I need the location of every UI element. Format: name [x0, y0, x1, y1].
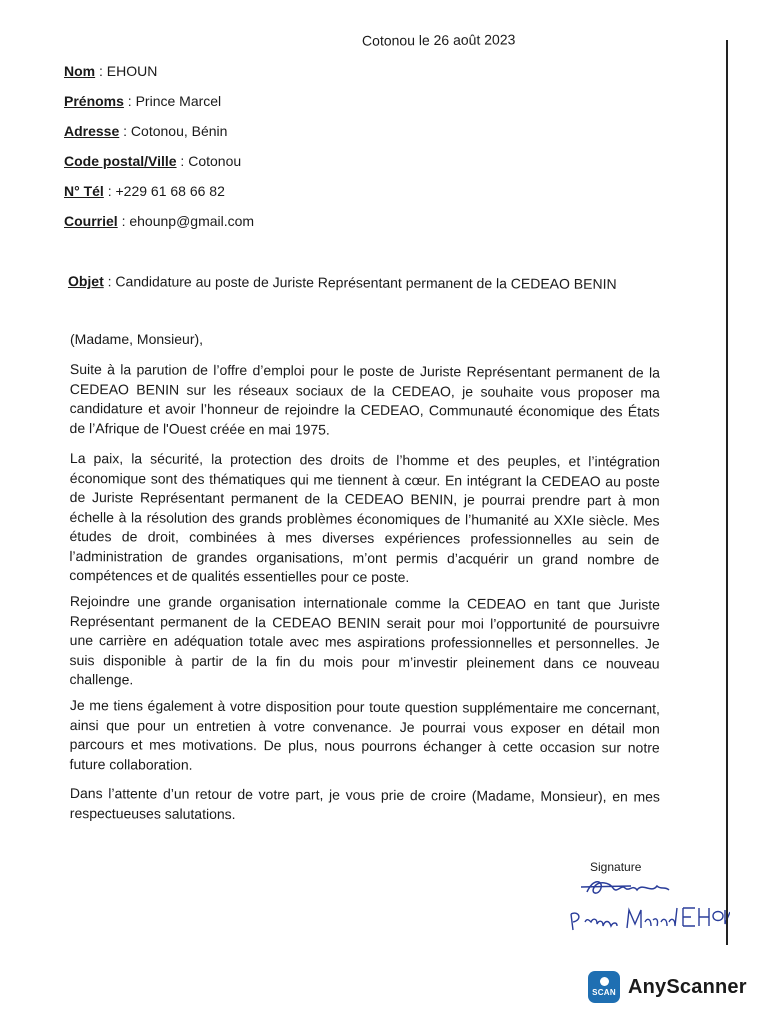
adresse-label: Adresse [64, 123, 120, 139]
sender-telephone [64, 183, 225, 199]
sender-prenoms [64, 93, 221, 109]
objet-value: : Candidature au poste de Juriste Représentant permanent de la CEDEAO BENIN [103, 273, 617, 292]
adresse-value: : Cotonou, Bénin [119, 123, 228, 139]
paragraph-1: Suite à la parution de l’offre d’emploi pour le poste de Juriste Représentant permanent de la CEDEAO BENIN sur les réseaux sociaux de la CEDEAO, je souhaite vous proposer ma candidature et avoir l’honneur de rejoindre la CEDEAO, Communauté économique des États de l’Afrique de l'Ouest créée en mai 1975. [69, 360, 660, 438]
salutation: (Madame, Monsieur), [70, 331, 204, 347]
sender-nom [64, 63, 157, 79]
objet-label: Objet [67, 273, 104, 290]
anyscanner-watermark [588, 971, 747, 1003]
scanner-app-icon [588, 971, 620, 1003]
prenoms-label: Prénoms [64, 93, 124, 109]
handwritten-signature [565, 872, 730, 934]
icon-scan-text: SCAN [592, 988, 616, 997]
sender-courriel [64, 213, 254, 229]
nom-label: Nom [64, 63, 96, 79]
courriel-label: Courriel [64, 213, 118, 229]
date-line: Cotonou le 26 août 2023 [361, 31, 516, 49]
sender-code-postal [64, 153, 241, 169]
tel-value: : +229 61 68 66 82 [103, 183, 225, 199]
scan-edge-line [726, 40, 728, 945]
paragraph-2: La paix, la sécurité, la protection des droits de l’homme et des peuples, et l’intégration économique sont des thématiques qui me tiennent à cœur. En intégrant la CEDEAO au poste de Juriste Représentant permanent de la CEDEAO BENIN, je pourrai prendre part à mon échelle à la résolution des grands problèmes économiques de l’humanité au XXIe siècle. Mes études de droit, combinées à mes diverses expériences professionnelles au sein de l’administration de grandes organisations, m’ont permis d’acquérir un grand nombre de compétences et de qualités essentielles pour ce poste. [69, 449, 660, 586]
subject-line [68, 273, 617, 292]
brand-name: AnyScanner [628, 975, 747, 998]
signature-label: Signature [590, 860, 642, 874]
courriel-value: : ehounp@gmail.com [117, 213, 255, 229]
sender-adresse [64, 123, 227, 139]
prenoms-value: : Prince Marcel [123, 93, 222, 109]
code-value: : Cotonou [176, 153, 242, 169]
tel-label: N° Tél [64, 183, 104, 199]
paragraph-4: Je me tiens également à votre disposition pour toute question supplémentaire me concernant, ainsi que pour un entretien à votre convenance. Je pourrai vous exposer en détail mon parcours et mes motivations. De plus, nous pourrons échanger à cette occasion sur notre future collaboration. [69, 697, 660, 773]
code-label: Code postal/Ville [64, 153, 177, 169]
paragraph-3: Rejoindre une grande organisation internationale comme la CEDEAO en tant que Juriste Représentant permanent de la CEDEAO BENIN serait pour moi l’opportunité de poursuivre une carrière en adéquation totale avec mes aspirations professionnelles et personnelles. Je suis disponible à partir de la fin du mois pour m’investir pleinement dans ce nouveau challenge. [69, 593, 660, 688]
paragraph-5: Dans l’attente d’un retour de votre part, je vous prie de croire (Madame, Monsieur), en mes respectueuses salutations. [69, 785, 660, 822]
nom-value: : EHOUN [95, 63, 158, 79]
